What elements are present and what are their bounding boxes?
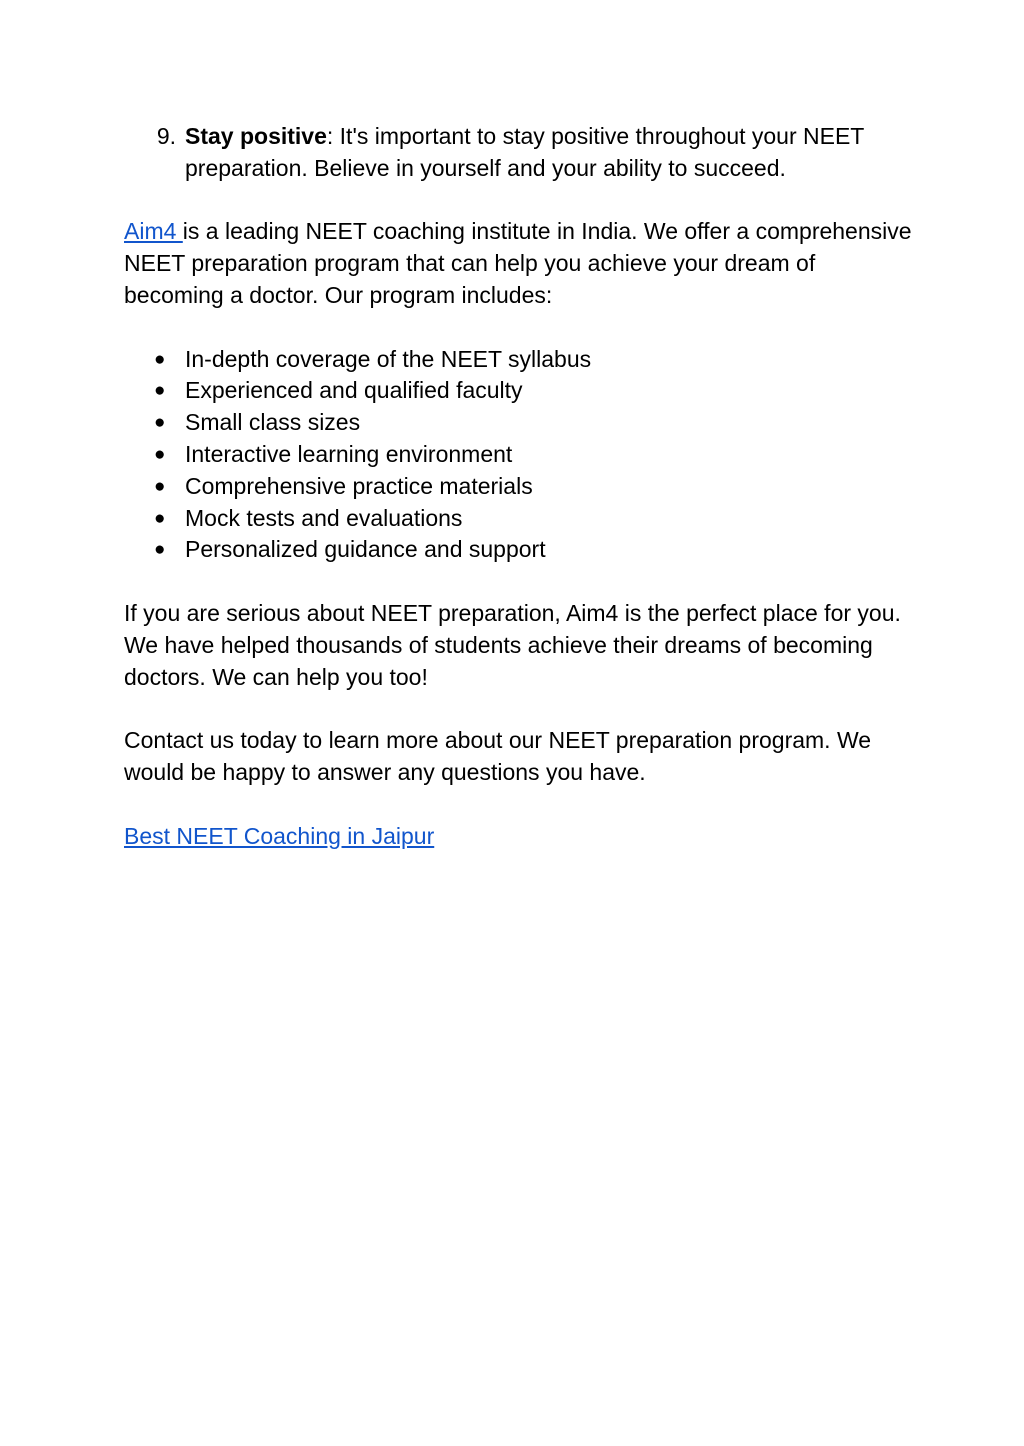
list-item	[124, 344, 914, 376]
serious-paragraph: If you are serious about NEET preparation, Aim4 is the perfect place for you. We have helped thousands of students achieve their dreams of becoming doctors. We can help you too!	[124, 599, 901, 690]
list-item	[124, 503, 914, 535]
list-item	[124, 439, 914, 471]
best-neet-coaching-link[interactable]: Best NEET Coaching in Jaipur	[124, 822, 435, 849]
intro-paragraph	[124, 216, 914, 311]
intro-text: is a leading NEET coaching institute in India. We offer a comprehensive NEET preparation program that can help you achieve your dream of becoming a doctor. Our program includes:	[124, 218, 912, 308]
list-item-label: Personalized guidance and support	[185, 536, 546, 563]
bullet-icon: ●	[154, 507, 166, 529]
spacer	[124, 566, 914, 598]
features-list	[124, 344, 914, 567]
footer-link-paragraph	[124, 821, 914, 853]
list-item-title: Stay positive	[185, 123, 327, 149]
bullet-icon: ●	[154, 443, 166, 465]
list-item	[124, 407, 914, 439]
aim4-link[interactable]: Aim4	[124, 218, 183, 245]
bullet-icon: ●	[154, 475, 166, 497]
list-item	[124, 375, 914, 407]
list-item-label: Interactive learning environment	[185, 440, 513, 467]
spacer	[124, 789, 914, 821]
list-item	[124, 471, 914, 503]
bullet-icon: ●	[154, 380, 166, 402]
spacer	[124, 185, 914, 217]
bullet-icon: ●	[154, 539, 166, 561]
bullet-icon: ●	[154, 348, 166, 370]
list-number: 9.	[156, 123, 176, 149]
list-item-label: Small class sizes	[185, 409, 361, 436]
spacer	[124, 312, 914, 344]
list-item	[124, 534, 914, 566]
list-item-label: Experienced and qualified faculty	[185, 377, 523, 404]
spacer	[124, 693, 914, 725]
contact-paragraph: Contact us today to learn more about our NEET preparation program. We would be happy to answer any questions you have.	[124, 727, 872, 785]
list-item-label: In-depth coverage of the NEET syllabus	[185, 345, 592, 372]
list-item-label: Comprehensive practice materials	[185, 472, 533, 499]
list-item-body: : It's important to stay positive throughout your NEET preparation. Believe in yourself and your ability to succeed.	[185, 123, 864, 181]
list-item-text	[185, 121, 914, 185]
numbered-list-item-9	[124, 121, 914, 185]
list-item-label: Mock tests and evaluations	[185, 504, 463, 531]
document-page	[124, 121, 914, 852]
bullet-icon: ●	[154, 412, 166, 434]
